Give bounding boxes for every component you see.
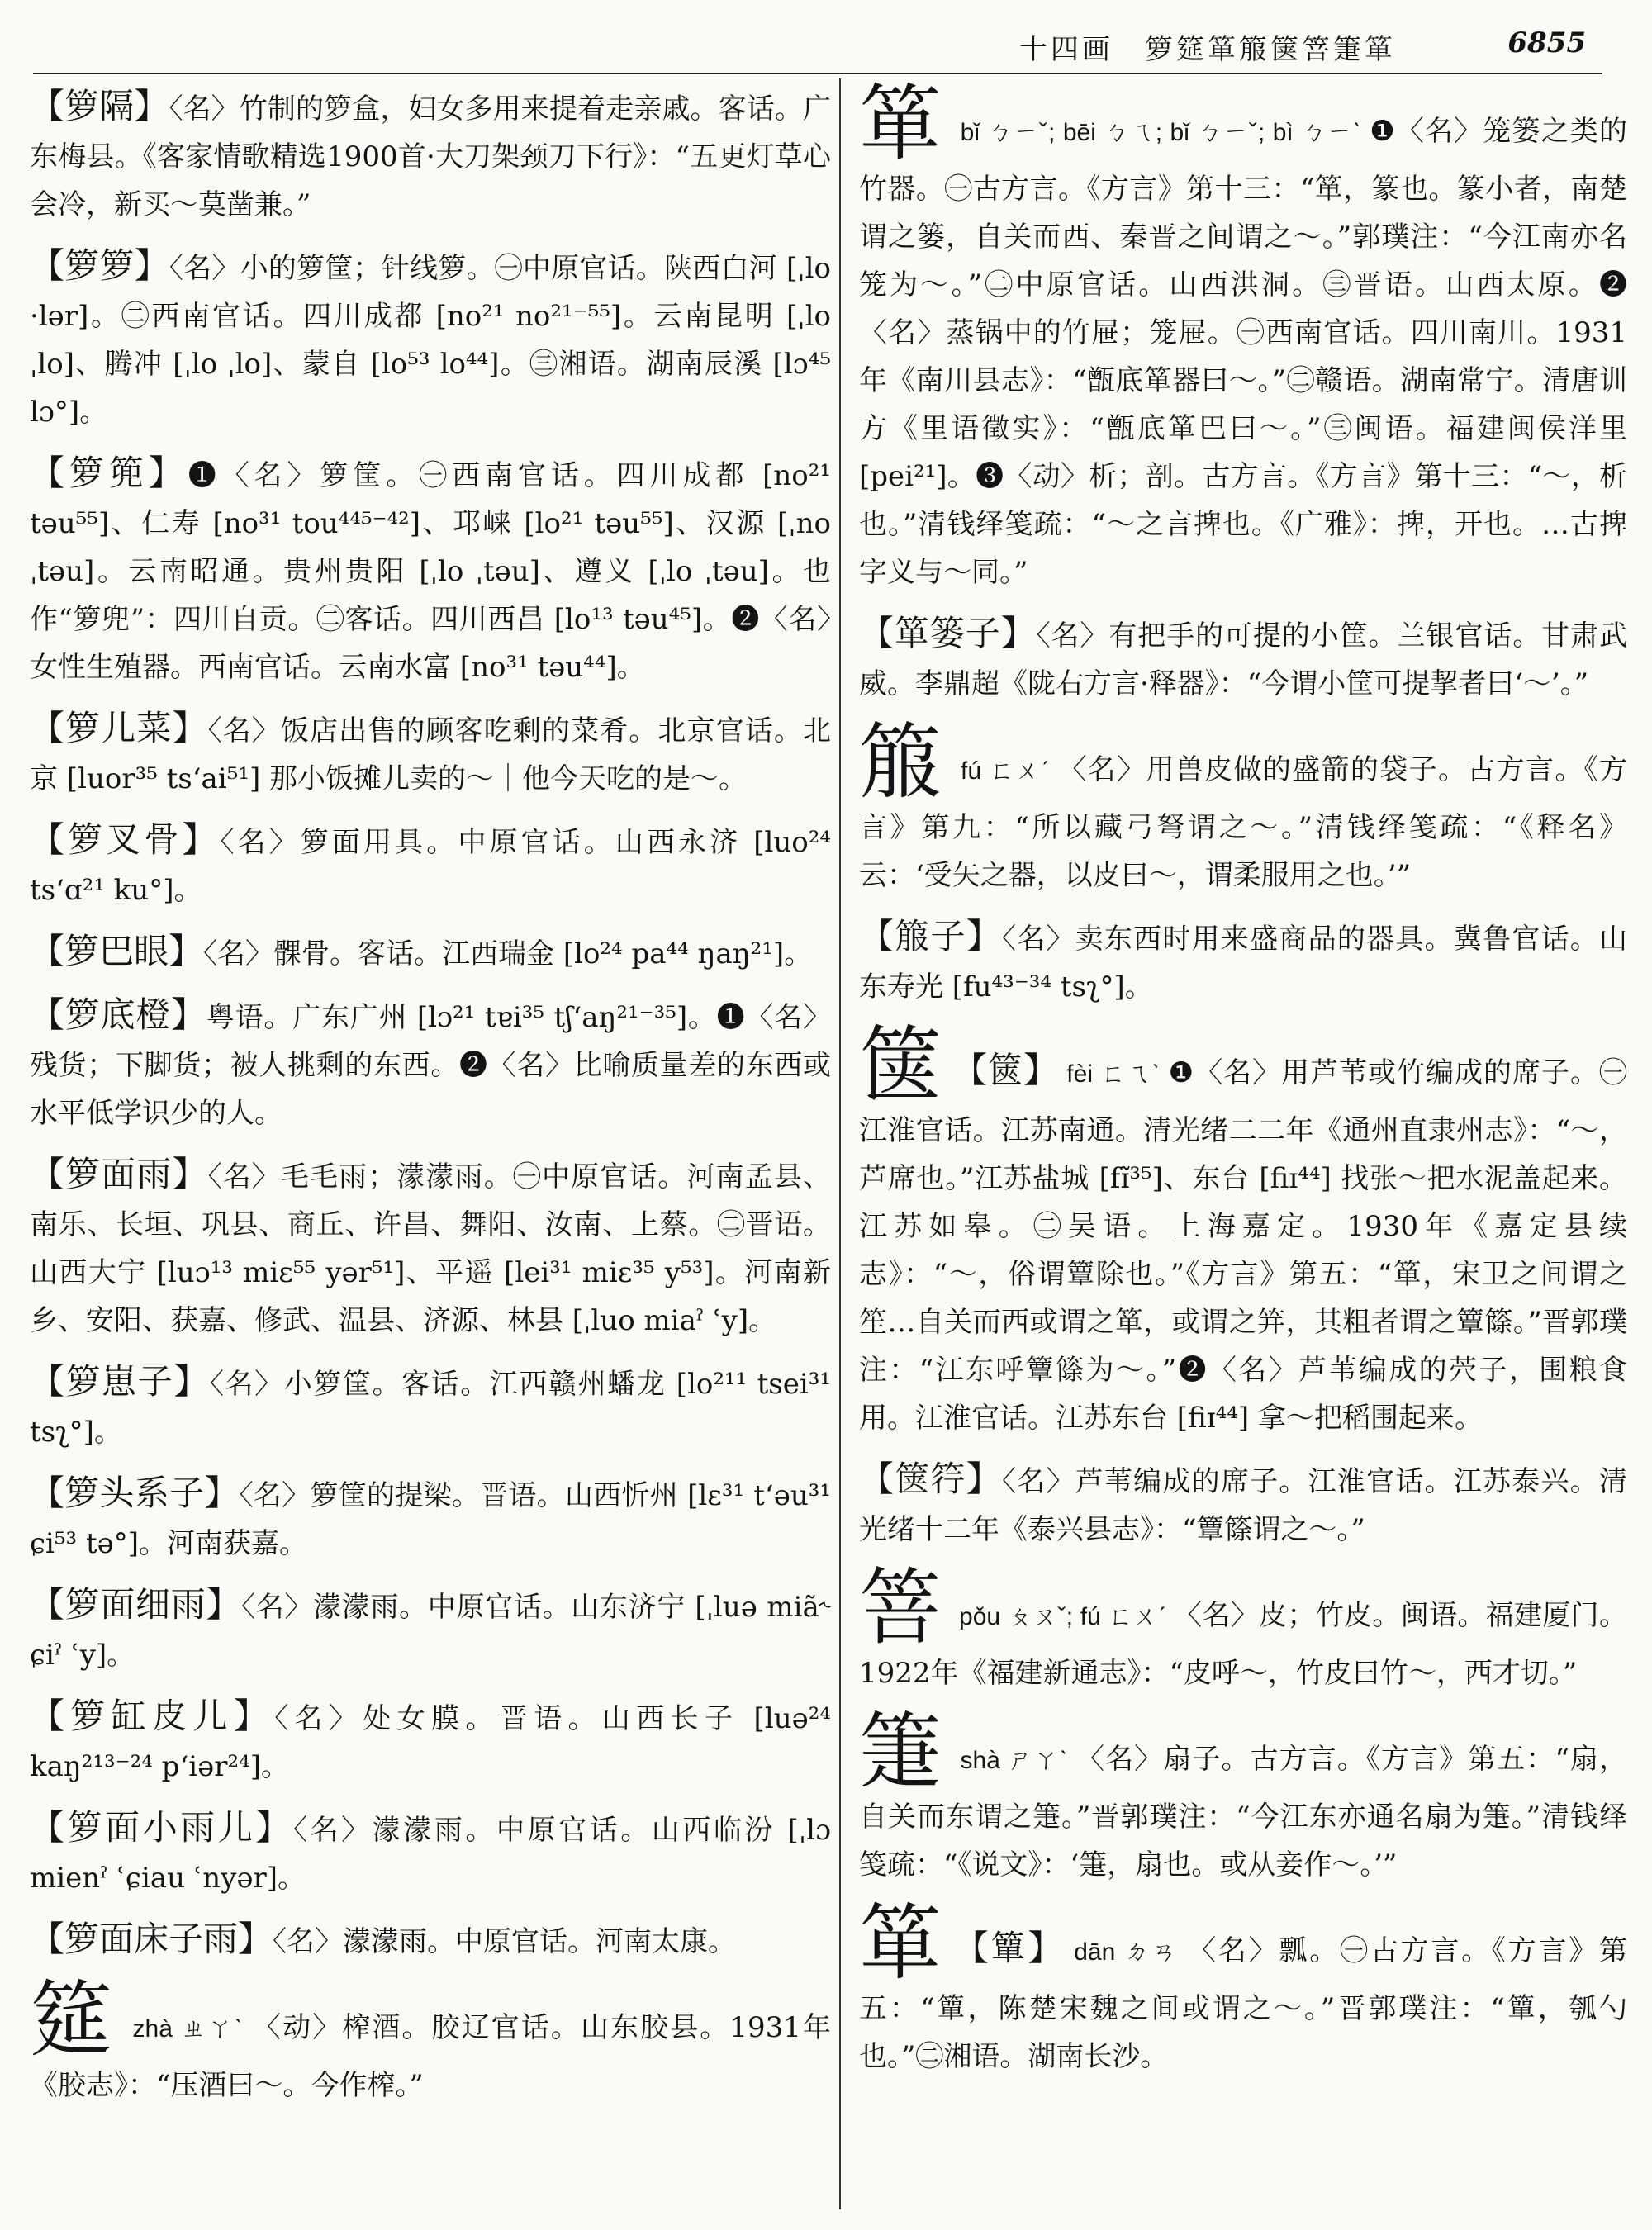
dictionary-entry (859, 1559, 1628, 1697)
headword-character: 箁 (859, 1559, 942, 1656)
definition-text: ❶〈名〉用芦苇或竹编成的席子。㊀江淮官话。江苏南通。清光绪二二年《通州直隶州志》：“～，芦席也。”江苏盐城 [fɪ̃³⁵]、东台 [fiɪ⁴⁴] 找张～把水泥盖起来。江苏如皋。㊁吴语。上海嘉定。1930年《嘉定县续志》：“～，俗谓簟除也。”《方言》第五：“箪，宋卫之间谓之笙…自关而西或谓之箪，或谓之笄，其粗者谓之簟篨。”晋郭璞注：“江东呼簟篨为～。”❷〈名〉芦苇编成的茓子，围粮食用。江淮官话。江苏东台 [fiɪ⁴⁴] 拿～把稻围起来。 (859, 1056, 1627, 1435)
section-title: 十四画 箩筵箪箙箧箁箑箪 (1019, 33, 1396, 66)
definition-text: 〈名〉濛濛雨。中原官话。河南太康。 (273, 1925, 737, 1958)
dictionary-entry (859, 1017, 1627, 1442)
definition-text: 粤语。广东广州 [lɔ²¹ tɐi³⁵ tʃʻaŋ²¹⁻³⁵]。❶〈名〉残货；下脚货；被人挑剩的东西。❷〈名〉比喻质量差的东西或水平低学识少的人。 (30, 1001, 831, 1130)
headword: 【箩缸皮儿】 (30, 1696, 275, 1736)
left-column (30, 83, 831, 2123)
headword: 【箪篓子】 (859, 613, 1037, 653)
definition-text: 〈名〉处女膜。晋语。山西长子 [luə²⁴ kaŋ²¹³⁻²⁴ pʻiər²⁴]。 (30, 1702, 831, 1783)
definition-text: 〈名〉小的箩筐；针线箩。㊀中原官话。陕西白河 [ˌlo ·lər]。㊁西南官话。四川成都 [no²¹ no²¹⁻⁵⁵]。云南昆明 [ˌlo ˌlo]、腾冲 [ˌlo ˌlo]、蒙自 [lo⁵³ lo⁴⁴]。㊂湘语。湖南辰溪 [lɔ⁴⁵ lɔ°]。 (30, 252, 831, 429)
definition-text: 〈名〉芦苇编成的席子。江淮官话。江苏泰兴。清光绪十二年《泰兴县志》：“簟篨谓之～。” (859, 1465, 1627, 1546)
headword: 【簞】 (953, 1928, 1066, 1968)
headword: 【箙子】 (859, 916, 1002, 956)
headword: 【箩叉骨】 (30, 819, 221, 860)
pronunciation: pǒu ㄆㄡˇ; fú ㄈㄨˊ (952, 1603, 1175, 1630)
dictionary-entry (30, 1151, 831, 1345)
definition-text: 〈名〉濛濛雨。中原官话。山东济宁 [ˌluə miã˞ ɕiˀ ʿy]。 (30, 1591, 831, 1672)
headword-character: 箧 (859, 1017, 942, 1113)
headword: 【箩面细雨】 (30, 1584, 242, 1625)
definition-text: 〈名〉箩筐的提梁。晋语。山西忻州 [lɛ³¹ tʻəu³¹ ɕi⁵³ tə°]。河南获嘉。 (30, 1479, 831, 1560)
definition-text: 〈名〉用兽皮做的盛箭的袋子。古方言。《方言》第九：“所以藏弓弩谓之～。”清钱绎笺疏：“《释名》云：‘受矢之器，以皮曰～，谓柔服用之也。’” (859, 753, 1628, 892)
dictionary-entry (859, 1895, 1628, 2081)
headword-character: 筵 (30, 1971, 115, 2068)
pronunciation: zhà ㄓㄚˋ (124, 2015, 253, 2043)
pronunciation: bǐ ㄅㄧˇ; bēi ㄅㄟ; bǐ ㄅㄧˇ; bì ㄅㄧˋ (952, 119, 1370, 146)
dictionary-entry (859, 714, 1628, 899)
dictionary-entry (30, 928, 831, 978)
pronunciation: fú ㄈㄨˊ (952, 757, 1059, 785)
pronunciation: dān ㄉㄢ (1065, 1938, 1189, 1966)
definition-text: 〈名〉箩面用具。中原官话。山西永济 [luo²⁴ tsʻɑ²¹ ku°]。 (30, 826, 831, 907)
definition-text: 〈名〉濛濛雨。中原官话。山西临汾 [ˌlɔ mienˀ ʿɕiau ʿnyər]。 (30, 1814, 831, 1895)
dictionary-entry (859, 610, 1627, 708)
definition-text: 〈名〉卖东西时用来盛商品的器具。冀鲁官话。山东寿光 [fu⁴³⁻³⁴ tsʅ°]。 (859, 923, 1627, 1004)
headword: 【箩箩】 (30, 245, 169, 286)
definition-text: 〈名〉髁骨。客话。江西瑞金 [lo²⁴ pa⁴⁴ ŋaŋ²¹]。 (203, 937, 813, 970)
column-divider (839, 78, 841, 2209)
headword: 【箩面床子雨】 (30, 1919, 273, 1959)
dictionary-entry (859, 1703, 1627, 1889)
right-column (859, 75, 1628, 2094)
headword-character: 箪 (859, 75, 943, 172)
dictionary-entry (30, 1971, 831, 2109)
definition-text: 〈名〉小箩筐。客话。江西赣州蟠龙 [lo²¹¹ tsei³¹ tsʅ°]。 (30, 1368, 831, 1449)
headword: 【箩面雨】 (30, 1154, 208, 1194)
dictionary-entry (30, 1358, 831, 1456)
dictionary-entry (30, 1915, 831, 1966)
page-header (33, 15, 1602, 74)
headword: 【箩面小雨儿】 (30, 1807, 293, 1848)
headword: 【箩崽子】 (30, 1361, 210, 1402)
definition-text: 〈名〉毛毛雨；濛濛雨。㊀中原官话。河南孟县、南乐、长垣、巩县、商丘、许昌、舞阳、汝南、上蔡。㊁晋语。山西大宁 [luɔ¹³ miɛ⁵⁵ yər⁵¹]、平遥 [lei³¹ miɛ³⁵ y⁵³]。河南新乡、安阳、获嘉、修武、温县、济源、林县 [ˌluo miaˀ ʿy]。 (30, 1160, 831, 1337)
dictionary-entry (30, 705, 831, 803)
definition-text: 〈名〉竹制的箩盒，妇女多用来提着走亲戚。客话。广东梅县。《客家情歌精选1900首·大刀架颈刀下行》：“五更灯草心会冷，新买～莫凿兼。” (30, 93, 831, 221)
headword: 【箩儿菜】 (30, 708, 208, 748)
dictionary-entry (30, 83, 831, 229)
definition-text: 〈名〉瓢。㊀古方言。《方言》第五：“簞，陈楚宋魏之间或谓之～。”晋郭璞注：“簞，瓠勺也。”㊁湘语。湖南长沙。 (859, 1934, 1628, 2073)
dictionary-entry (859, 1455, 1627, 1554)
dictionary-entry (30, 1581, 831, 1679)
headword: 【箩巴眼】 (30, 931, 204, 971)
headword-character: 箪 (859, 1895, 944, 1991)
definition-text: 〈动〉榨酒。胶辽官话。山东胶县。1931年《胶志》：“压酒曰～。今作榨。” (30, 2011, 831, 2102)
pronunciation: shà ㄕㄚˋ (952, 1747, 1076, 1774)
pronunciation: fèi ㄈㄟˋ (1058, 1060, 1169, 1088)
dictionary-entry (30, 1804, 831, 1902)
dictionary-entry (30, 1469, 831, 1568)
dictionary-entry (30, 991, 831, 1137)
dictionary-entry (859, 75, 1627, 596)
dictionary-entry (30, 816, 831, 914)
dictionary-entry (859, 913, 1627, 1011)
page-number: 6855 (1507, 26, 1586, 59)
headword: 【箩底橙】 (30, 994, 206, 1035)
headword-character: 箙 (859, 714, 943, 810)
headword: 【箧筕】 (859, 1459, 1002, 1499)
headword: 【箩隔】 (30, 86, 169, 126)
headword: 【箩头系子】 (30, 1473, 240, 1513)
definition-text: 〈名〉饭店出售的顾客吃剩的菜肴。北京官话。北京 [luor³⁵ tsʻai⁵¹] 那小饭摊儿卖的～｜他今天吃的是～。 (30, 714, 831, 795)
dictionary-entry (30, 449, 831, 691)
definition-text: ❶〈名〉箩筐。㊀西南官话。四川成都 [no²¹ təu⁵⁵]、仁寿 [no³¹ tou⁴⁴⁵⁻⁴²]、邛崃 [lo²¹ təu⁵⁵]、汉源 [ˌno ˌtəu]。云南昭通。贵州贵阳 [ˌlo ˌtəu]、遵义 [ˌlo ˌtəu]。也作“箩兜”：四川自贡。㊁客话。四川西昌 [lo¹³ təu⁴⁵]。❷〈名〉女性生殖器。西南官话。云南水富 [no³¹ təu⁴⁴]。 (30, 459, 831, 684)
definition-text: ❶〈名〉笼篓之类的竹器。㊀古方言。《方言》第十三：“箪，篆也。篆小者，南楚谓之篓，自关而西、秦晋之间谓之～。”郭璞注：“今江南亦名笼为～。”㊁中原官话。山西洪洞。㊂晋语。山西太原。❷〈名〉蒸锅中的竹屉；笼屉。㊀西南官话。四川南川。1931年《南川县志》：“甑底箪器曰～。”㊁赣语。湖南常宁。清唐训方《里语徵实》：“甑底箪巴曰～。”㊂闽语。福建闽侯洋里 [pei²¹]。❸〈动〉析；剖。古方言。《方言》第十三：“～，析也。”清钱绎笺疏：“～之言捭也。《广雅》：捭，开也。…古捭字义与～同。” (859, 115, 1627, 589)
dictionary-entry (30, 1692, 831, 1791)
definition-text: 〈名〉扇子。古方言。《方言》第五：“扇，自关而东谓之箑。”晋郭璞注：“今江东亦通名扇为箑。”清钱绎笺疏：“《说文》：‘箑，扇也。或从妾作～。’” (859, 1743, 1627, 1881)
dictionary-entry (30, 242, 831, 436)
headword: 【篋】 (952, 1050, 1059, 1090)
definition-text: 〈名〉有把手的可提的小筐。兰银官话。甘肃武威。李鼎超《陇右方言·释器》：“今谓小筐可提挈者曰‘～’。” (859, 619, 1627, 700)
definition-text: 〈名〉皮；竹皮。闽语。福建厦门。1922年《福建新通志》：“皮呼～，竹皮曰竹～，西才切。” (859, 1599, 1628, 1690)
headword: 【箩篼】 (30, 453, 188, 493)
headword-character: 箑 (859, 1703, 943, 1800)
